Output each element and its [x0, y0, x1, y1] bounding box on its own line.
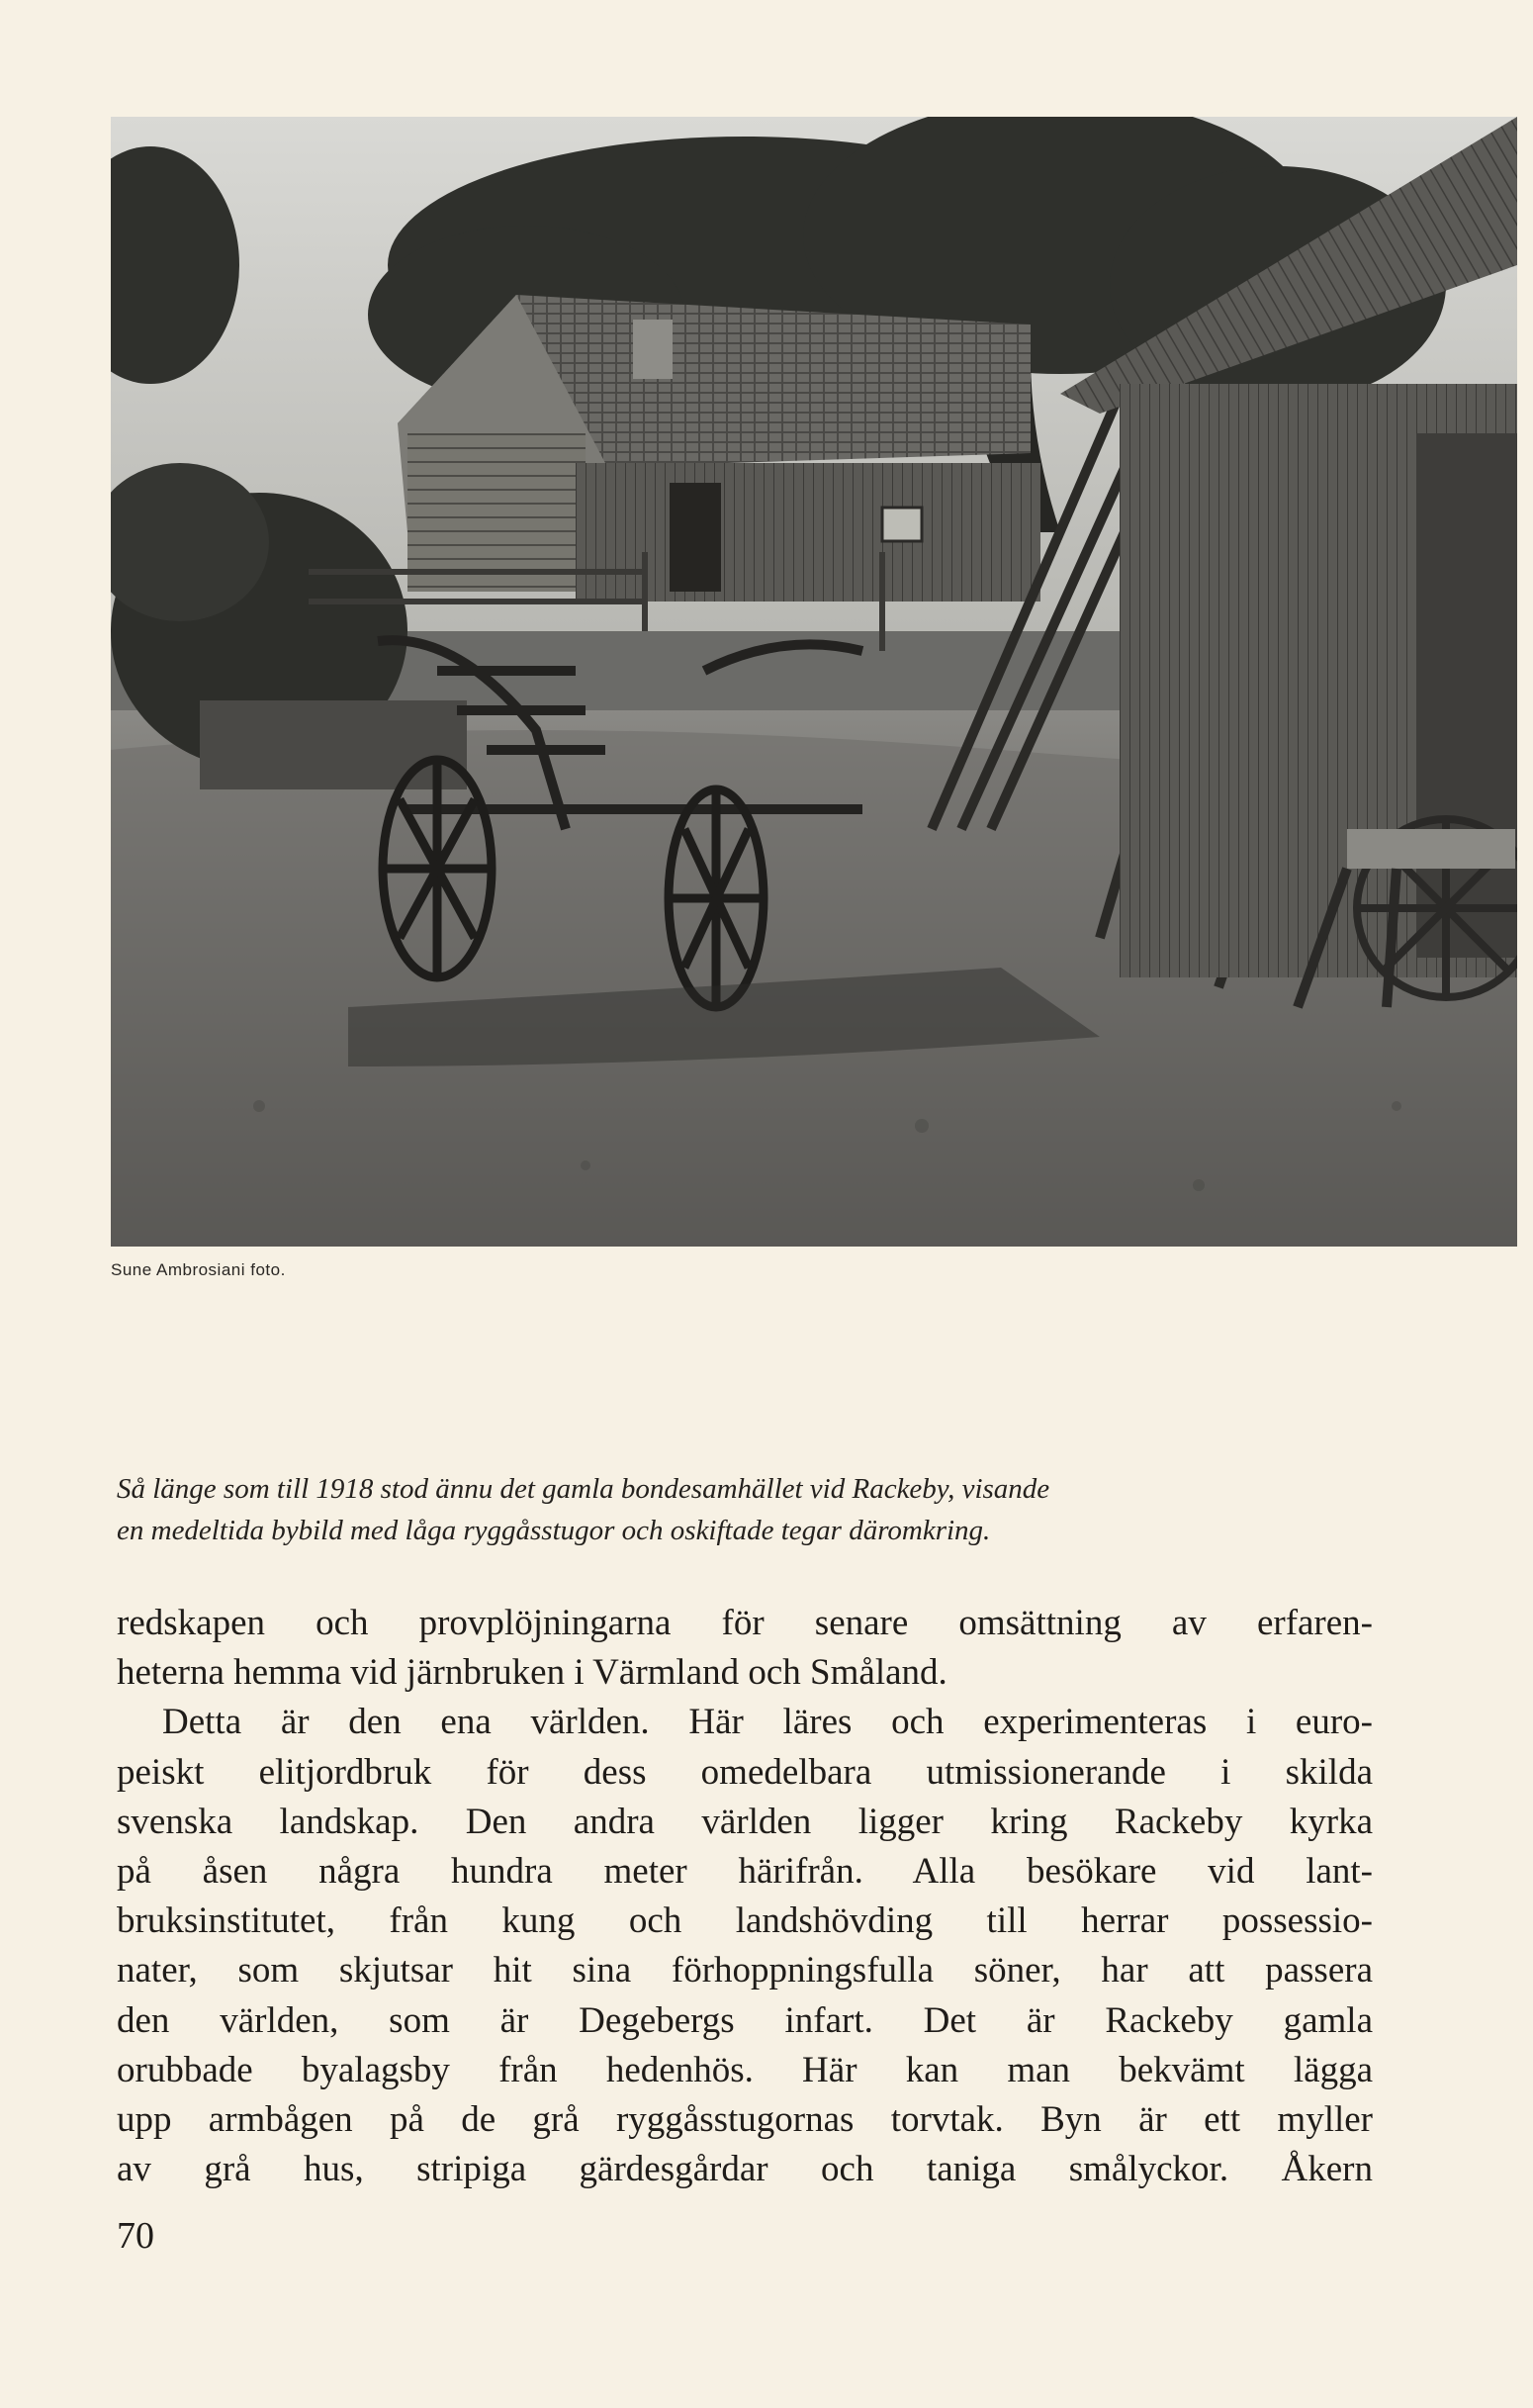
body-line: nater, som skjutsar hit sina förhoppningsfulla söner, har att passera — [117, 1950, 1373, 1991]
photo-illustration — [111, 117, 1517, 1247]
body-line: svenska landskap. Den andra världen ligger kring Rackeby kyrka — [117, 1801, 1373, 1842]
body-line: heterna hemma vid järnbruken i Värmland och Småland. — [117, 1652, 947, 1694]
caption-line: Så länge som till 1918 stod ännu det gamla bondesamhället vid Rackeby, visande — [117, 1473, 1050, 1505]
body-line: orubbade byalagsby från hedenhös. Här kan man bekvämt lägga — [117, 2049, 1373, 2090]
body-line: peiskt elitjordbruk för dess omedelbara utmissionerande i skilda — [117, 1751, 1373, 1793]
farmyard-photograph — [111, 117, 1517, 1247]
caption-line: en medeltida bybild med låga ryggåsstugor och oskiftade tegar däromkring. — [117, 1515, 991, 1546]
body-line: upp armbågen på de grå ryggåsstugornas torvtak. Byn är ett myller — [117, 2098, 1373, 2140]
photo-credit: Sune Ambrosiani foto. — [111, 1260, 286, 1279]
photo-caption — [117, 1468, 1402, 1551]
body-line: Detta är den ena världen. Här läres och experimenteras i euro- — [162, 1702, 1373, 1743]
body-line: redskapen och provplöjningarna för senare omsättning av erfaren- — [117, 1603, 1373, 1643]
body-line: bruksinstitutet, från kung och landshövding till herrar possessio- — [117, 1900, 1373, 1942]
body-line: den världen, som är Degebergs infart. Det är Rackeby gamla — [117, 1999, 1373, 2041]
body-line: av grå hus, stripiga gärdesgårdar och taniga smålyckor. Åkern — [117, 2149, 1373, 2190]
body-line: på åsen några hundra meter härifrån. Alla besökare vid lant- — [117, 1850, 1373, 1892]
body-text — [117, 1599, 1373, 2194]
page-number: 70 — [117, 2215, 154, 2257]
